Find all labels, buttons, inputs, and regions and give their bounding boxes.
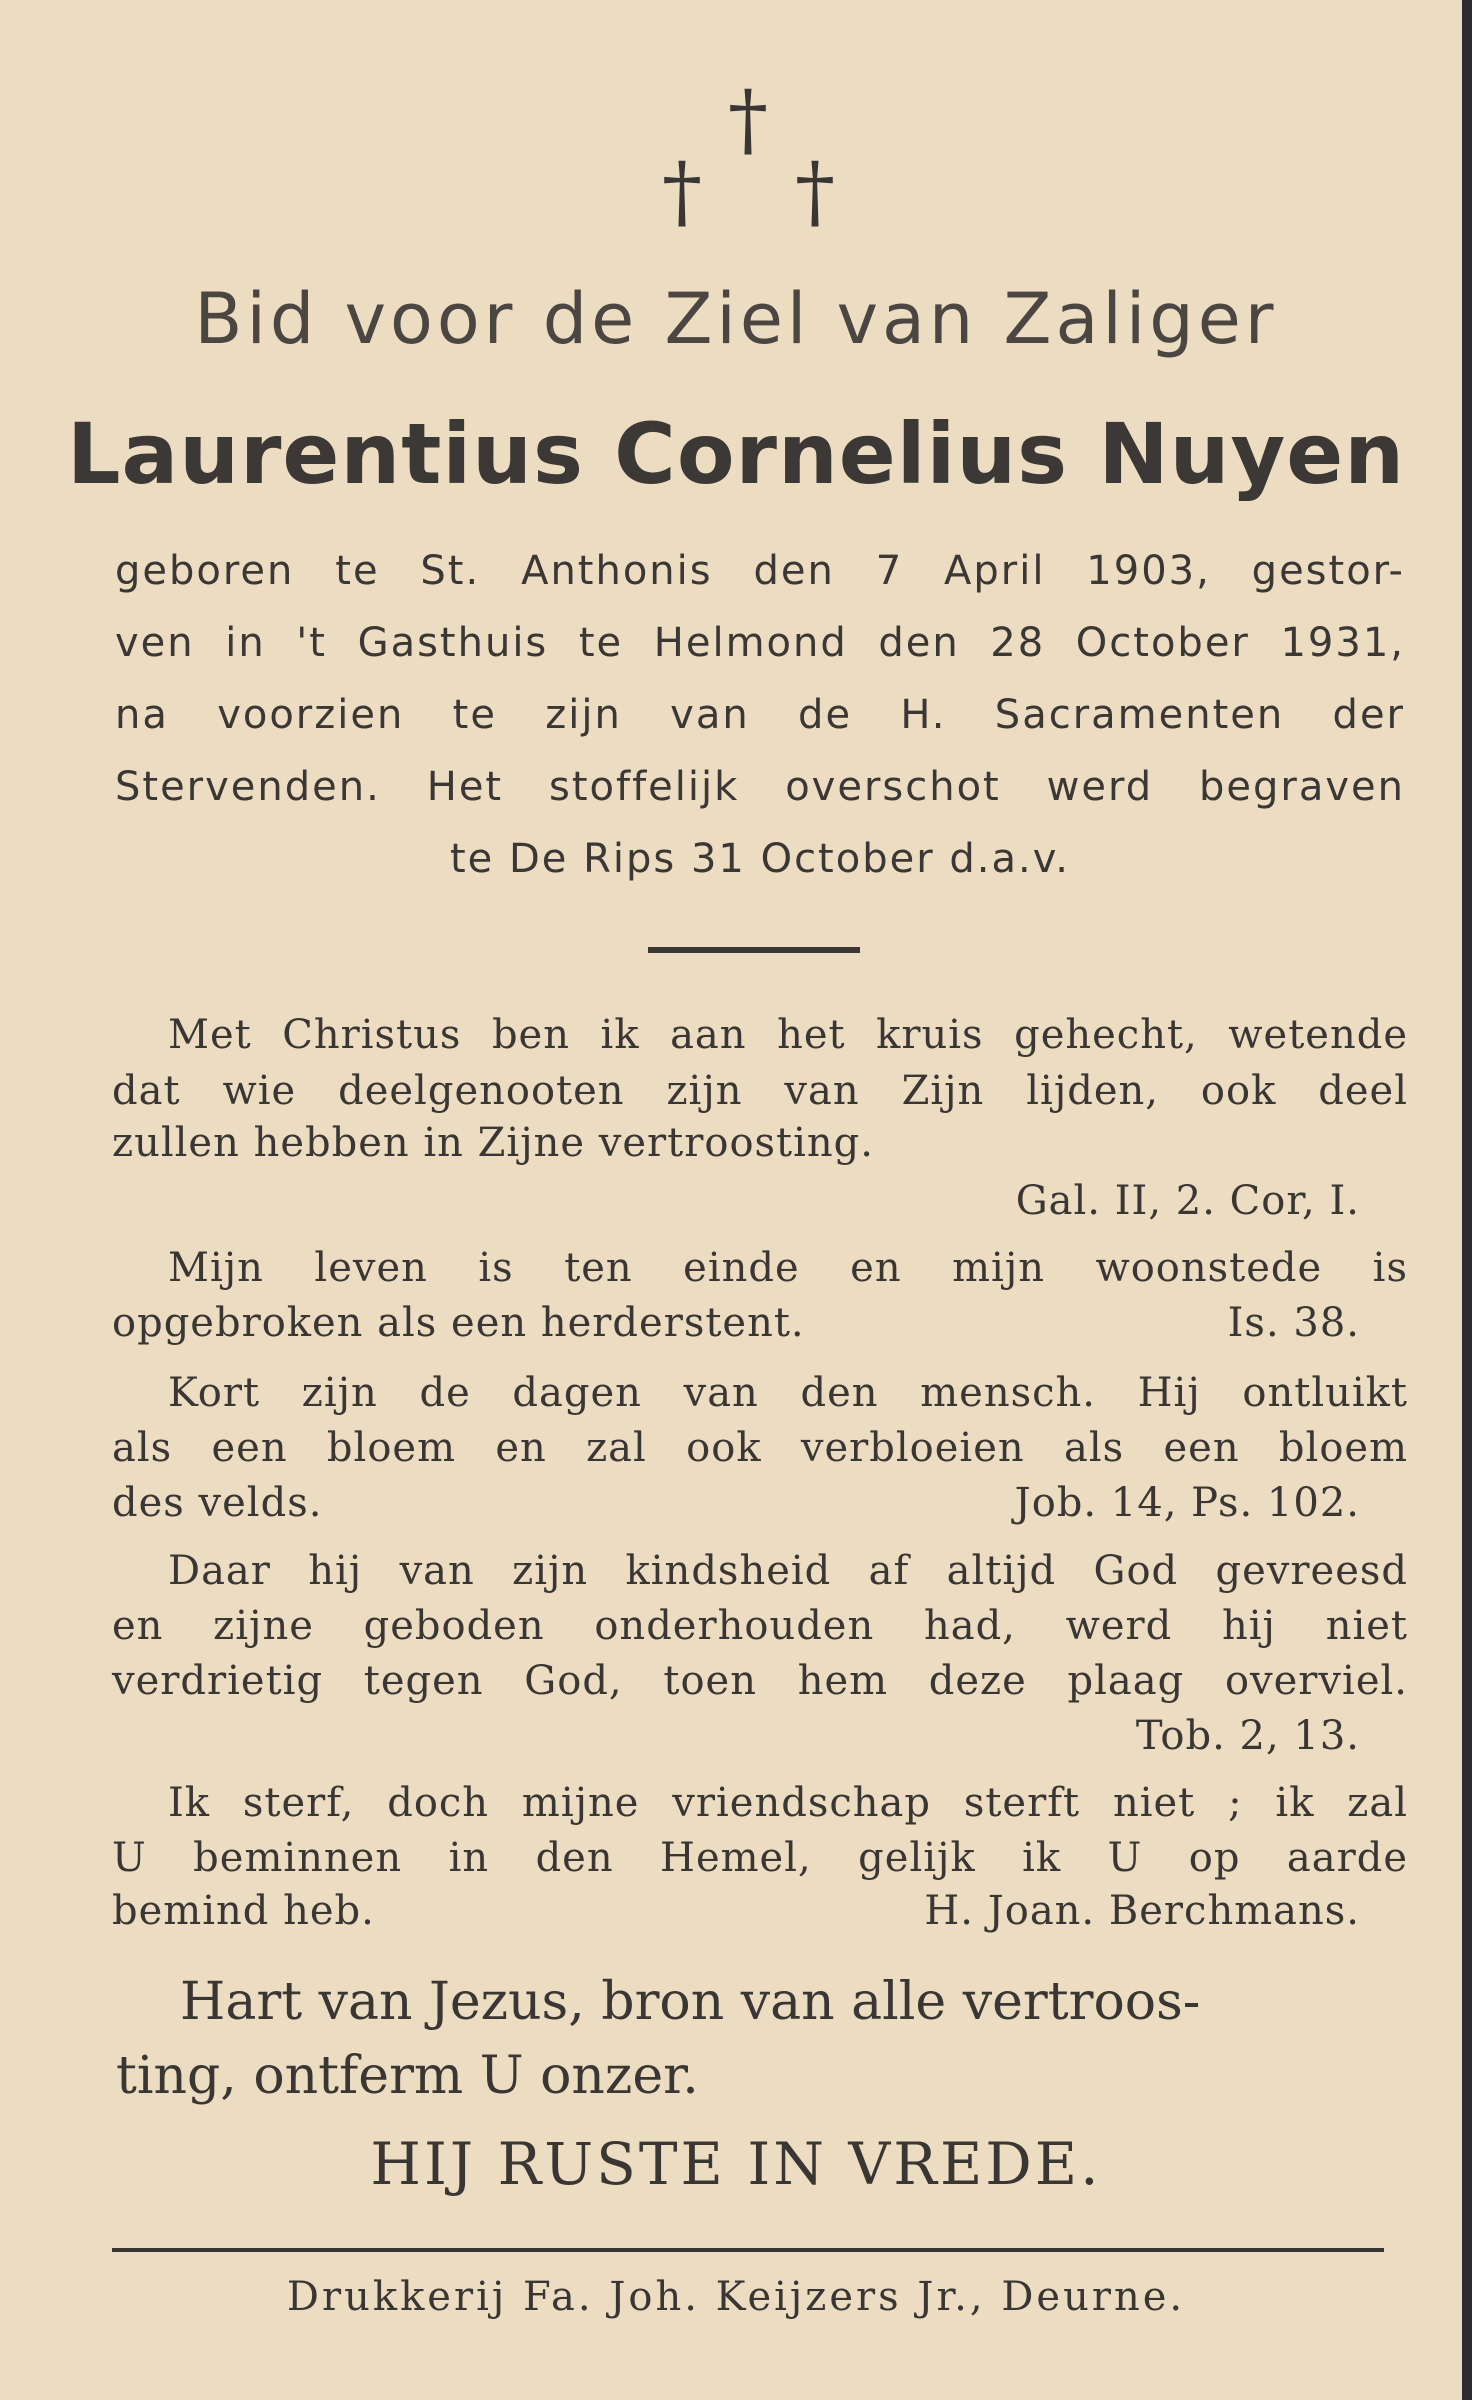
footer-rule (112, 2248, 1384, 2252)
quote-line: dat wie deelgenooten zijn van Zijn lijden, ook deel (112, 1068, 1408, 1114)
rest-in-peace: HIJ RUSTE IN VREDE. (370, 2130, 1102, 2198)
prayer-line: Hart van Jezus, bron van alle vertroos- (180, 1972, 1201, 2032)
quote-line: Mijn leven is ten einde en mijn woonstede is (168, 1245, 1408, 1291)
cross-icon: † (728, 73, 768, 166)
bio-line: te De Rips 31 October d.a.v. (449, 836, 1070, 882)
quote-line: Kort zijn de dagen van den mensch. Hij ontluikt (168, 1370, 1408, 1416)
quote-line: bemind heb. (112, 1888, 375, 1934)
quote-line: Ik sterf, doch mijne vriendschap sterft niet ; ik zal (168, 1780, 1408, 1826)
quote-reference: Is. 38. (1227, 1300, 1360, 1346)
quote-line: U beminnen in den Hemel, gelijk ik U op aarde (112, 1835, 1408, 1881)
quote-reference: Tob. 2, 13. (1135, 1713, 1360, 1759)
bio-line: Stervenden. Het stoffelijk overschot werd begraven (115, 764, 1405, 810)
quote-line: en zijne geboden onderhouden had, werd hij niet (112, 1603, 1408, 1649)
quote-reference: Gal. II, 2. Cor, I. (1015, 1178, 1360, 1224)
crosses (0, 73, 1472, 240)
printer-imprint: Drukkerij Fa. Joh. Keijzers Jr., Deurne. (286, 2274, 1186, 2320)
cross-icon: † (795, 145, 835, 238)
quote-line: zullen hebben in Zijne vertroosting. (112, 1120, 874, 1166)
deceased-name: Laurentius Cornelius Nuyen (66, 405, 1405, 503)
quote-line: opgebroken als een herderstent. (112, 1300, 805, 1346)
cross-icon: † (662, 145, 702, 238)
bio-line: geboren te St. Anthonis den 7 April 1903, gestor- (115, 548, 1405, 594)
prayer-heading: Bid voor de Ziel van Zaliger (194, 278, 1278, 360)
bio-line: ven in 't Gasthuis te Helmond den 28 October 1931, (115, 620, 1405, 666)
quote-reference: Job. 14, Ps. 102. (1014, 1480, 1360, 1526)
divider (648, 947, 860, 953)
quote-line: des velds. (112, 1480, 323, 1526)
quote-line: verdrietig tegen God, toen hem deze plaag overviel. (112, 1658, 1408, 1704)
quote-line: Daar hij van zijn kindsheid af altijd God gevreesd (168, 1548, 1408, 1594)
prayer-line: ting, ontferm U onzer. (116, 2046, 699, 2106)
quote-line: als een bloem en zal ook verbloeien als een bloem (112, 1425, 1408, 1471)
bio-line: na voorzien te zijn van de H. Sacramenten der (115, 692, 1405, 738)
quote-line: Met Christus ben ik aan het kruis gehecht, wetende (168, 1012, 1408, 1058)
quote-reference: H. Joan. Berchmans. (924, 1888, 1360, 1934)
